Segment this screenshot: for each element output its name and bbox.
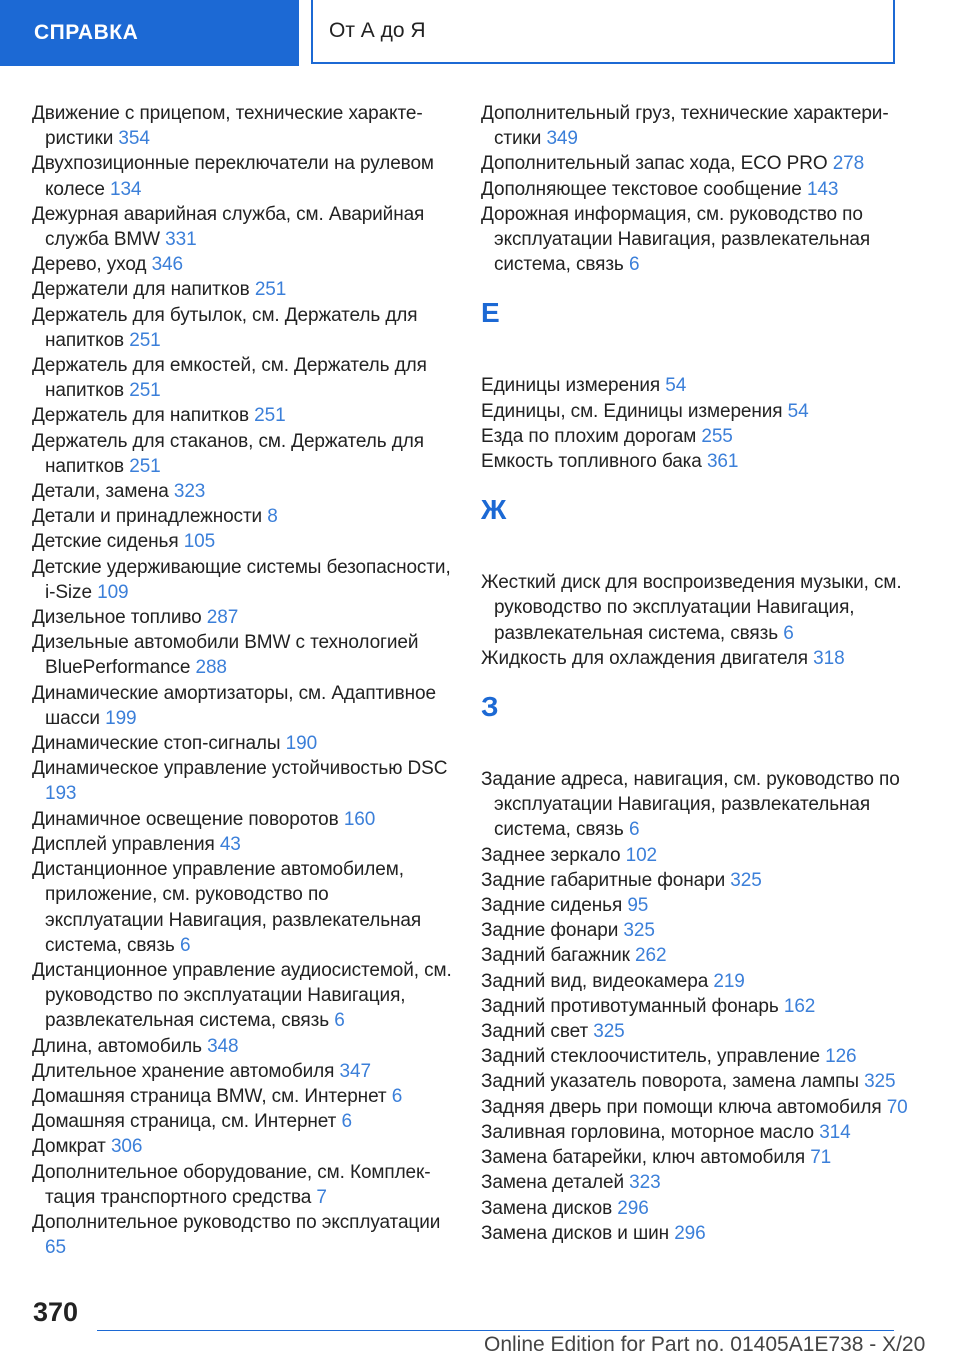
- index-page-link[interactable]: 314: [819, 1121, 851, 1143]
- index-entry: [32, 1059, 452, 1084]
- index-entry-text: Задние сиденья: [481, 895, 623, 917]
- index-entry: [481, 449, 911, 474]
- index-entry-text: Замена деталей: [481, 1172, 624, 1194]
- index-page-link[interactable]: 143: [806, 178, 839, 200]
- index-letter-e: Е: [481, 297, 500, 329]
- index-page-link[interactable]: 296: [674, 1222, 706, 1244]
- index-entry-text: Жесткий диск для воспроизведения музыки, см. руководство по эксплуатации Навигация, развлекательная система, связь: [481, 572, 902, 644]
- section-tab[interactable]: [0, 0, 299, 66]
- index-entry: [481, 1095, 911, 1120]
- index-page-link[interactable]: 278: [832, 153, 865, 175]
- index-page-link[interactable]: 288: [195, 657, 227, 679]
- index-page-link[interactable]: 70: [886, 1096, 908, 1118]
- index-page-link[interactable]: 325: [730, 869, 762, 891]
- index-entry: [32, 479, 452, 504]
- index-entry: [481, 1019, 911, 1044]
- index-page-link[interactable]: 251: [254, 405, 286, 427]
- index-page-link[interactable]: 255: [701, 425, 733, 447]
- index-page-link[interactable]: 347: [339, 1060, 371, 1082]
- index-entry-text: Домашняя страница, см. Интернет: [32, 1111, 337, 1133]
- index-entry: [32, 529, 452, 554]
- index-entry: [32, 1034, 452, 1059]
- index-entry: [32, 1210, 452, 1260]
- index-entry-text: Детские удерживающие системы безопасности, i-Size: [32, 556, 451, 603]
- index-entry-text: Заднее зеркало: [481, 844, 621, 866]
- index-entry-text: Держатели для напитков: [32, 279, 250, 301]
- index-page-link[interactable]: 134: [109, 178, 142, 200]
- index-entry: [32, 832, 452, 857]
- index-entry-text: Заливная горловина, моторное масло: [481, 1121, 814, 1143]
- index-page-link[interactable]: 105: [183, 531, 216, 553]
- index-page-link[interactable]: 251: [254, 279, 287, 301]
- index-entry-text: Домкрат: [32, 1136, 106, 1158]
- index-letter-zh: Ж: [481, 494, 507, 526]
- index-page-link[interactable]: 6: [179, 934, 191, 956]
- index-entry: [481, 1170, 911, 1195]
- index-page-link[interactable]: 193: [45, 783, 77, 805]
- index-page-link[interactable]: 71: [810, 1147, 832, 1169]
- page-header: [0, 0, 960, 66]
- index-page-link[interactable]: 65: [45, 1237, 66, 1259]
- index-entry-text: Дополнительное руководство по эксплуатации: [32, 1211, 441, 1233]
- index-entry-text: Динамические стоп-сигналы: [32, 733, 281, 755]
- index-page-link[interactable]: 251: [129, 380, 161, 402]
- index-column-left: [32, 101, 452, 1260]
- footer-edition: Online Edition for Part no. 01405A1E738 - X/20: [484, 1333, 926, 1356]
- index-page-link[interactable]: 219: [713, 970, 745, 992]
- index-page-link[interactable]: 199: [105, 707, 137, 729]
- index-page-link[interactable]: 43: [219, 833, 241, 855]
- index-page-link[interactable]: 102: [625, 844, 658, 866]
- page-number: 370: [33, 1297, 79, 1327]
- index-page-link[interactable]: 190: [285, 733, 318, 755]
- index-entry-text: Держатель для бутылок, см. Держатель для напитков: [32, 304, 418, 351]
- index-page-link[interactable]: 6: [628, 254, 640, 276]
- index-page-link[interactable]: 95: [627, 895, 649, 917]
- index-entry-text: Замена батарейки, ключ автомобиля: [481, 1147, 806, 1169]
- index-entry: [32, 303, 452, 353]
- index-entry: [32, 353, 452, 403]
- index-page-link[interactable]: 296: [617, 1197, 649, 1219]
- chapter-title: [311, 0, 895, 64]
- index-entry-text: Дизельные автомобили BMW с технологией BluePerformance: [32, 632, 419, 679]
- index-page-link[interactable]: 6: [334, 1010, 345, 1032]
- index-page-link[interactable]: 251: [129, 455, 161, 477]
- index-entry: [481, 868, 911, 893]
- index-entry-text: Держатель для стаканов, см. Держатель для напитков: [32, 430, 424, 477]
- index-entry-text: Динамичное освещение поворотов: [32, 808, 339, 830]
- index-entry-text: Задний свет: [481, 1021, 589, 1043]
- index-page-link[interactable]: 6: [628, 819, 640, 841]
- index-page-link[interactable]: 306: [110, 1136, 143, 1158]
- index-entry-text: Задний багажник: [481, 945, 630, 967]
- index-entry: [32, 555, 452, 605]
- index-entry: [32, 504, 452, 529]
- index-entry-text: Движение с прицепом, технические характеристики: [32, 103, 423, 150]
- index-entry: [32, 958, 452, 1034]
- index-entry: [481, 1221, 911, 1246]
- index-page-link[interactable]: 361: [706, 451, 739, 473]
- index-entry: [481, 994, 911, 1019]
- index-entry-text: Дистанционное управление аудиосистемой, см. руководство по эксплуатации Навигация, развлекательная система, связь: [32, 959, 452, 1032]
- index-entry-text: Дисплей управления: [32, 833, 215, 855]
- index-page-link[interactable]: 323: [629, 1172, 661, 1194]
- index-entry: [481, 646, 911, 671]
- index-entry: [481, 424, 911, 449]
- index-page-link[interactable]: 262: [635, 945, 667, 967]
- index-entry-text: Задний стеклоочиститель, управление: [481, 1046, 820, 1068]
- index-page-link[interactable]: 325: [593, 1021, 625, 1043]
- index-entry: [32, 277, 452, 302]
- footer-divider: [97, 1330, 894, 1331]
- index-entry-text: Дежурная аварийная служба, см. Аварийная служба BMW: [32, 203, 425, 251]
- index-entry-text: Дорожная информация, см. руководство по эксплуатации Навигация, развлекательная система, связь: [481, 203, 871, 276]
- index-page-link[interactable]: 354: [118, 128, 150, 150]
- index-entry: [481, 1069, 911, 1094]
- index-page-link[interactable]: 325: [864, 1071, 896, 1093]
- index-entry-text: Держатель для емкостей, см. Держатель для напитков: [32, 355, 427, 402]
- index-entry-text: Задний указатель поворота, замена лампы: [481, 1071, 859, 1093]
- index-entry-text: Длительное хранение автомобиля: [32, 1060, 335, 1082]
- index-page-link[interactable]: 325: [623, 920, 655, 942]
- index-page-link[interactable]: 6: [783, 622, 794, 644]
- index-entry: [32, 1109, 452, 1134]
- index-entry: [32, 1134, 452, 1159]
- index-page-link[interactable]: 126: [825, 1046, 857, 1068]
- index-entry: [481, 202, 911, 278]
- index-entry-text: Дополнительное оборудование, см. Комплектация транспортного средства: [32, 1161, 431, 1208]
- index-entry: [481, 151, 911, 176]
- index-entry: [32, 681, 452, 731]
- index-page-link[interactable]: 7: [316, 1186, 327, 1208]
- index-entry: [32, 807, 452, 832]
- index-page-link[interactable]: 287: [206, 607, 239, 629]
- index-entry-text: Задний вид, видеокамера: [481, 970, 709, 992]
- index-page-link[interactable]: 251: [129, 329, 161, 351]
- index-entry-text: Жидкость для охлаждения двигателя: [481, 647, 808, 669]
- index-entry-text: Единицы измерения: [481, 375, 661, 397]
- index-page-link[interactable]: 323: [173, 481, 206, 503]
- index-entry-text: Дополнительный запас хода, ECO PRO: [481, 153, 828, 175]
- index-entry: [32, 151, 452, 201]
- index-entry: [481, 101, 911, 151]
- index-entry-text: Задние габаритные фонари: [481, 869, 726, 891]
- index-entry: [32, 101, 452, 151]
- index-entry: [481, 373, 911, 398]
- index-entry-text: Дополняющее текстовое сообщение: [481, 178, 802, 200]
- index-page-link[interactable]: 6: [341, 1111, 352, 1133]
- index-entry: [32, 756, 452, 806]
- index-entry: [481, 969, 911, 994]
- index-entry: [32, 630, 452, 680]
- index-entry-text: Двухпозиционные переключатели на рулевом колесе: [32, 153, 434, 200]
- index-entry-text: Детали и принадлежности: [32, 506, 263, 528]
- index-entry: [32, 403, 452, 428]
- index-page-link[interactable]: 54: [665, 375, 687, 397]
- index-entry-text: Езда по плохим дорогам: [481, 425, 697, 447]
- index-entry-text: Замена дисков и шин: [481, 1222, 670, 1244]
- index-entry-text: Динамические амортизаторы, см. Адаптивное шасси: [32, 682, 436, 729]
- index-page-link[interactable]: 160: [343, 808, 376, 830]
- index-entry-text: Дерево, уход: [32, 254, 147, 276]
- index-page-link[interactable]: 318: [813, 647, 845, 669]
- index-entry: [481, 1196, 911, 1221]
- index-page-link[interactable]: 162: [783, 995, 816, 1017]
- index-entry-text: Длина, автомобиль: [32, 1035, 202, 1057]
- index-entry-text: Задняя дверь при помощи ключа автомобиля: [481, 1096, 882, 1118]
- index-page-link[interactable]: 54: [787, 400, 809, 422]
- index-entry: [32, 1084, 452, 1109]
- index-entry-text: Детские сиденья: [32, 531, 179, 553]
- index-entry-text: Задний противотуманный фонарь: [481, 995, 779, 1017]
- index-page-link[interactable]: 331: [165, 229, 197, 251]
- index-entry-text: Единицы, см. Единицы измерения: [481, 400, 783, 422]
- index-entry-text: Дополнительный груз, технические характеристики: [481, 103, 889, 150]
- index-entry: [481, 918, 911, 943]
- index-entry: [481, 177, 911, 202]
- index-entry: [481, 570, 911, 646]
- section-label: СПРАВКА: [34, 21, 139, 44]
- index-entry: [32, 252, 452, 277]
- index-letter-z: З: [481, 691, 499, 723]
- index-entry: [32, 605, 452, 630]
- index-entry: [481, 943, 911, 968]
- index-entry-text: Замена дисков: [481, 1197, 613, 1219]
- index-entry: [32, 429, 452, 479]
- index-entry-text: Динамическое управление устойчивостью DSC: [32, 758, 448, 780]
- index-entry-text: Детали, замена: [32, 481, 169, 503]
- index-page-link[interactable]: 349: [546, 128, 578, 150]
- index-entry: [32, 857, 452, 958]
- index-page-link[interactable]: 346: [151, 254, 183, 276]
- index-entry: [481, 843, 911, 868]
- index-entry: [32, 1160, 452, 1210]
- index-entry: [32, 202, 452, 252]
- index-entry: [481, 893, 911, 918]
- index-entry: [481, 767, 911, 843]
- index-entry: [481, 399, 911, 424]
- index-page-link[interactable]: 8: [267, 506, 278, 528]
- index-column-right: [481, 101, 911, 1246]
- index-entry-text: Задание адреса, навигация, см. руководство по эксплуатации Навигация, развлекательная система, связь: [481, 769, 900, 841]
- index-entry: [481, 1044, 911, 1069]
- index-entry: [481, 1120, 911, 1145]
- index-entry: [481, 1145, 911, 1170]
- index-entry-text: Держатель для напитков: [32, 405, 249, 427]
- index-entry-text: Дизельное топливо: [32, 607, 202, 629]
- index-entry-text: Емкость топливного бака: [481, 451, 702, 473]
- index-entry: [32, 731, 452, 756]
- chapter-title-text: От А до Я: [329, 19, 426, 42]
- index-entry-text: Задние фонари: [481, 920, 619, 942]
- index-page-link[interactable]: 109: [97, 581, 129, 603]
- index-entry-text: Домашняя страница BMW, см. Интернет: [32, 1085, 387, 1107]
- index-page-link[interactable]: 6: [391, 1085, 403, 1107]
- index-page-link[interactable]: 348: [207, 1035, 239, 1057]
- index-entry-text: Дистанционное управление автомобилем, приложение, см. руководство по эксплуатации Навигация, развлекательная система, связь: [32, 859, 422, 956]
